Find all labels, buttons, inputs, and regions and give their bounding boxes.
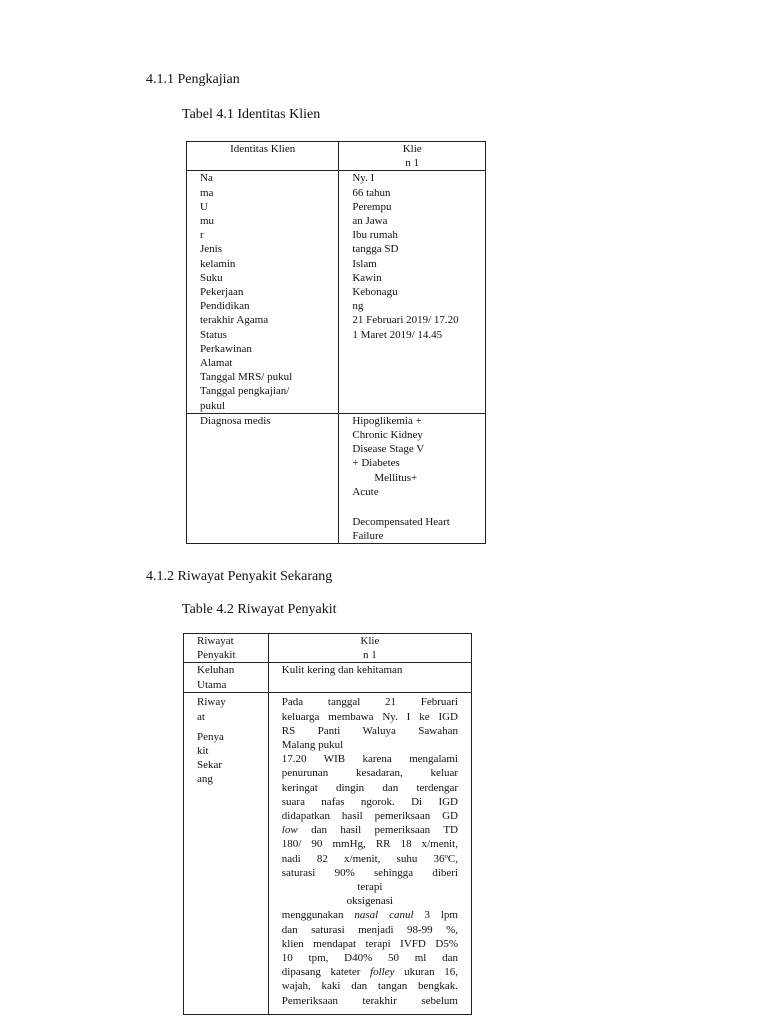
section-heading-riwayat: 4.1.2 Riwayat Penyakit Sekarang — [146, 569, 333, 584]
diagnosa-label-cell: Diagnosa medis — [187, 413, 339, 544]
keluhan-label-cell: Keluhan Utama — [184, 663, 269, 693]
riwayat-text-cell — [268, 693, 471, 1015]
riwayat-label: Riway at Penya kit Sekar ang — [197, 696, 226, 786]
table-header-identitas: Identitas Klien — [187, 142, 339, 171]
identitas-labels: Na ma U mu r Jenis kelamin Suku Pekerjaan Pendidikan terakhir Agama Status Perkawinan Alamat Tanggal MRS/ pukul Tanggal pengkajian/ pukul — [200, 172, 293, 412]
identitas-values: Ny. I 66 tahun Perempu an Jawa Ibu rumah tangga SD Islam Kawin Kebonagu ng 21 Februari 2019/ 17.20 1 Maret 2019/ 14.45 — [352, 172, 459, 341]
section-heading-pengkajian: 4.1.1 Pengkajian — [146, 72, 240, 87]
identitas-klien-table — [186, 141, 486, 544]
identitas-labels-cell — [187, 171, 339, 413]
table-caption-riwayat: Table 4.2 Riwayat Penyakit — [182, 602, 337, 617]
table-header-klien: Klie n 1 — [339, 142, 486, 171]
riwayat-penyakit-table — [183, 633, 472, 1015]
riwayat-paragraph: Pada tanggal 21 Februari keluarga membawa Ny. I ke IGD RS Panti Waluya Sawahan Malang pukul 17.20 WIB karena mengalami penurunan kesadaran, keluar keringat dingin dan terdengar suara nafas ngorok. Di IGD didapatkan hasil pemeriksaan GD low dan hasil pemeriksaan TD 180/ 90 mmHg, RR 18 x/menit, nadi 82 x/menit, suhu 36ºC, saturasi 90% sehingga diberi terapi oksigenasi menggunakan nasal canul 3 lpm dan saturasi menjadi 98-99 %, klien mendapat terapi IVFD D5% 10 tpm, D40% 50 ml dan dipasang kateter folley ukuran 16, wajah, kaki dan tangan bengkak. Pemeriksaan terakhir sebelum — [281, 696, 458, 1007]
table-header-klien-2: Klie n 1 — [268, 634, 471, 663]
identitas-values-cell — [339, 171, 486, 413]
keluhan-value-cell: Kulit kering dan kehitaman — [268, 663, 471, 693]
diagnosa-value-cell — [339, 413, 486, 544]
riwayat-label-cell — [184, 693, 269, 1015]
table-caption-identitas: Tabel 4.1 Identitas Klien — [182, 107, 321, 122]
diagnosa-values: Hipoglikemia + Chronic Kidney Disease Stage V + Diabetes Mellitus+ Acute Decompensated Heart Failure — [352, 414, 450, 543]
table-header-riwayat: Riwayat Penyakit — [184, 634, 269, 663]
